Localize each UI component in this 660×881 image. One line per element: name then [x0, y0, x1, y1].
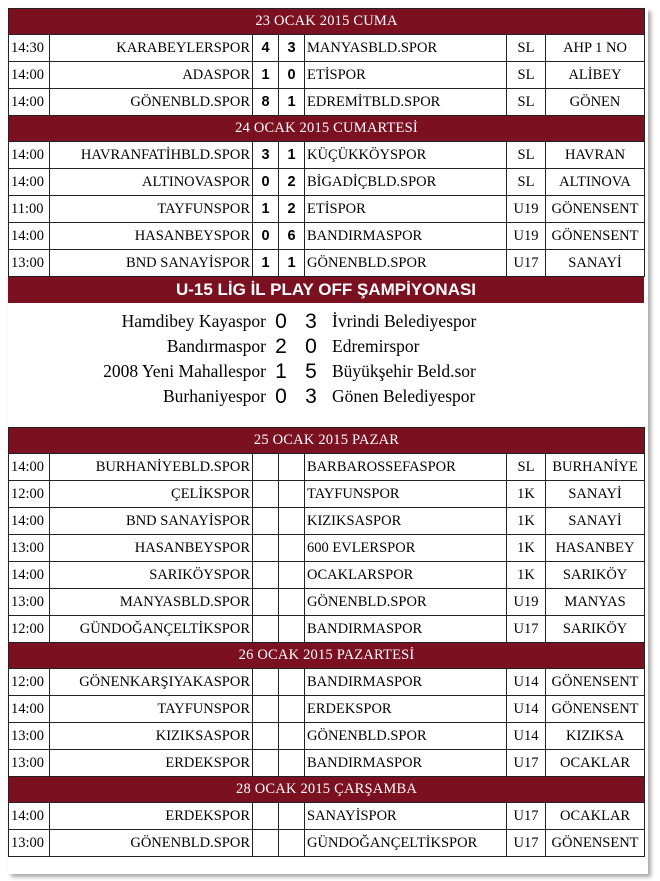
home-team: GÜNDOĞANÇELTİKSPOR	[50, 616, 253, 643]
match-time: 12:00	[9, 669, 50, 696]
league-category: 1K	[507, 562, 546, 589]
venue: GÖNENSENT	[546, 669, 645, 696]
away-team: ETİSPOR	[305, 196, 507, 223]
playoff-away-score: 3	[305, 309, 317, 333]
venue: KIZIKSA	[546, 723, 645, 750]
schedule-table-top	[8, 8, 645, 277]
home-score	[253, 803, 279, 830]
away-score	[279, 669, 305, 696]
away-score	[279, 508, 305, 535]
fixture-sheet	[8, 8, 648, 874]
playoff-home-team: Hamdibey Kayaspor	[121, 311, 266, 331]
away-score	[279, 696, 305, 723]
venue: ALİBEY	[546, 62, 645, 89]
playoff-home-score: 0	[275, 309, 287, 333]
away-team: KIZIKSASPOR	[305, 508, 507, 535]
playoff-title: U-15 LİG İL PLAY OFF ŞAMPİYONASI	[8, 277, 644, 303]
playoff-match-row	[8, 309, 644, 334]
venue: AHP 1 NO	[546, 35, 645, 62]
match-row	[9, 750, 645, 777]
match-row	[9, 169, 645, 196]
away-team: BANDIRMASPOR	[305, 223, 507, 250]
league-category: 1K	[507, 535, 546, 562]
match-time: 14:00	[9, 696, 50, 723]
match-row	[9, 250, 645, 277]
venue: GÖNENSENT	[546, 196, 645, 223]
playoff-away-score: 5	[305, 359, 317, 383]
day-header-row	[9, 643, 645, 669]
day-header-row	[9, 428, 645, 454]
league-category: SL	[507, 454, 546, 481]
away-score	[279, 589, 305, 616]
away-team: BANDIRMASPOR	[305, 750, 507, 777]
playoff-home-team: Burhaniyespor	[162, 386, 266, 406]
venue: SANAYİ	[546, 481, 645, 508]
match-row	[9, 142, 645, 169]
away-score	[279, 750, 305, 777]
away-score	[279, 803, 305, 830]
away-score: 0	[279, 62, 305, 89]
day-header: 28 OCAK 2015 ÇARŞAMBA	[9, 777, 645, 803]
home-score	[253, 750, 279, 777]
home-team: MANYASBLD.SPOR	[50, 589, 253, 616]
home-score	[253, 589, 279, 616]
home-score	[253, 508, 279, 535]
away-team: KÜÇÜKKÖYSPOR	[305, 142, 507, 169]
home-team: GÖNENBLD.SPOR	[50, 830, 253, 857]
home-team: ADASPOR	[50, 62, 253, 89]
match-time: 13:00	[9, 723, 50, 750]
match-row	[9, 723, 645, 750]
home-score	[253, 562, 279, 589]
away-team: GÖNENBLD.SPOR	[305, 723, 507, 750]
home-score: 0	[253, 223, 279, 250]
away-score	[279, 616, 305, 643]
home-team: HAVRANFATİHBLD.SPOR	[50, 142, 253, 169]
playoff-away-score: 0	[305, 334, 317, 358]
venue: GÖNENSENT	[546, 830, 645, 857]
away-team: ETİSPOR	[305, 62, 507, 89]
day-header: 25 OCAK 2015 PAZAR	[9, 428, 645, 454]
playoff-match-row	[8, 334, 644, 359]
home-score: 4	[253, 35, 279, 62]
away-score: 2	[279, 169, 305, 196]
venue: MANYAS	[546, 589, 645, 616]
match-row	[9, 589, 645, 616]
home-team: BND SANAYİSPOR	[50, 508, 253, 535]
home-team: SARIKÖYSPOR	[50, 562, 253, 589]
home-score	[253, 669, 279, 696]
league-category: U17	[507, 616, 546, 643]
playoff-away-team: Büyükşehir Beld.sor	[332, 361, 476, 381]
home-score: 0	[253, 169, 279, 196]
venue: GÖNENSENT	[546, 223, 645, 250]
away-team: GÖNENBLD.SPOR	[305, 250, 507, 277]
league-category: U17	[507, 830, 546, 857]
league-category: SL	[507, 35, 546, 62]
home-team: KARABEYLERSPOR	[50, 35, 253, 62]
match-row	[9, 196, 645, 223]
match-row	[9, 830, 645, 857]
away-team: ERDEKSPOR	[305, 696, 507, 723]
home-team: ERDEKSPOR	[50, 803, 253, 830]
home-team: HASANBEYSPOR	[50, 223, 253, 250]
away-team: EDREMİTBLD.SPOR	[305, 89, 507, 116]
venue: HAVRAN	[546, 142, 645, 169]
venue: SANAYİ	[546, 508, 645, 535]
away-score	[279, 454, 305, 481]
home-team: ERDEKSPOR	[50, 750, 253, 777]
home-team: TAYFUNSPOR	[50, 696, 253, 723]
match-row	[9, 616, 645, 643]
home-score: 1	[253, 250, 279, 277]
league-category: 1K	[507, 508, 546, 535]
day-header: 23 OCAK 2015 CUMA	[9, 9, 645, 35]
league-category: U14	[507, 696, 546, 723]
away-score	[279, 535, 305, 562]
playoff-away-team: İvrindi Belediyespor	[332, 311, 477, 331]
match-time: 13:00	[9, 589, 50, 616]
match-time: 14:30	[9, 35, 50, 62]
home-score: 8	[253, 89, 279, 116]
home-team: HASANBEYSPOR	[50, 535, 253, 562]
home-team: BND SANAYİSPOR	[50, 250, 253, 277]
home-score	[253, 481, 279, 508]
playoff-home-score: 0	[275, 384, 287, 408]
away-score: 3	[279, 35, 305, 62]
match-time: 14:00	[9, 169, 50, 196]
match-row	[9, 696, 645, 723]
away-team: BANDIRMASPOR	[305, 669, 507, 696]
away-score: 1	[279, 89, 305, 116]
match-time: 13:00	[9, 535, 50, 562]
match-time: 14:00	[9, 508, 50, 535]
home-score: 3	[253, 142, 279, 169]
match-time: 14:00	[9, 454, 50, 481]
match-time: 12:00	[9, 616, 50, 643]
home-score	[253, 723, 279, 750]
venue: SARIKÖY	[546, 562, 645, 589]
playoff-match-row	[8, 359, 644, 384]
league-category: U19	[507, 223, 546, 250]
away-team: GÖNENBLD.SPOR	[305, 589, 507, 616]
match-row	[9, 535, 645, 562]
match-time: 13:00	[9, 750, 50, 777]
away-score: 1	[279, 250, 305, 277]
league-category: U17	[507, 250, 546, 277]
match-row	[9, 35, 645, 62]
venue: GÖNENSENT	[546, 696, 645, 723]
playoff-match-row	[8, 384, 644, 409]
home-team: TAYFUNSPOR	[50, 196, 253, 223]
home-team: ÇELİKSPOR	[50, 481, 253, 508]
home-team: GÖNENKARŞIYAKASPOR	[50, 669, 253, 696]
away-team: OCAKLARSPOR	[305, 562, 507, 589]
venue: BURHANİYE	[546, 454, 645, 481]
match-row	[9, 454, 645, 481]
match-row	[9, 803, 645, 830]
away-team: BANDIRMASPOR	[305, 616, 507, 643]
match-time: 14:00	[9, 89, 50, 116]
away-score	[279, 723, 305, 750]
league-category: 1K	[507, 481, 546, 508]
playoff-results	[8, 303, 644, 427]
match-row	[9, 89, 645, 116]
league-category: U19	[507, 589, 546, 616]
away-score	[279, 830, 305, 857]
league-category: U17	[507, 803, 546, 830]
venue: OCAKLAR	[546, 750, 645, 777]
league-category: U14	[507, 669, 546, 696]
match-row	[9, 508, 645, 535]
match-time: 14:00	[9, 142, 50, 169]
venue: OCAKLAR	[546, 803, 645, 830]
venue: GÖNEN	[546, 89, 645, 116]
playoff-away-team: Edremirspor	[332, 336, 420, 356]
away-team: BİGADİÇBLD.SPOR	[305, 169, 507, 196]
day-header-row	[9, 9, 645, 35]
match-time: 11:00	[9, 196, 50, 223]
match-time: 14:00	[9, 803, 50, 830]
league-category: SL	[507, 169, 546, 196]
home-score: 1	[253, 62, 279, 89]
day-header: 26 OCAK 2015 PAZARTESİ	[9, 643, 645, 669]
match-time: 14:00	[9, 562, 50, 589]
playoff-home-score: 2	[275, 334, 287, 358]
away-score: 2	[279, 196, 305, 223]
home-team: GÖNENBLD.SPOR	[50, 89, 253, 116]
day-header-row	[9, 116, 645, 142]
away-team: SANAYİSPOR	[305, 803, 507, 830]
away-team: GÜNDOĞANÇELTİKSPOR	[305, 830, 507, 857]
league-category: U14	[507, 723, 546, 750]
schedule-table-bottom	[8, 427, 645, 857]
playoff-away-team: Gönen Belediyespor	[332, 386, 476, 406]
home-score	[253, 454, 279, 481]
away-team: 600 EVLERSPOR	[305, 535, 507, 562]
venue: SANAYİ	[546, 250, 645, 277]
match-time: 13:00	[9, 250, 50, 277]
home-team: ALTINOVASPOR	[50, 169, 253, 196]
league-category: U17	[507, 750, 546, 777]
match-row	[9, 481, 645, 508]
home-score	[253, 696, 279, 723]
playoff-home-team: Bandırmaspor	[166, 336, 266, 356]
away-score: 6	[279, 223, 305, 250]
league-category: SL	[507, 142, 546, 169]
away-team: BARBAROSSEFASPOR	[305, 454, 507, 481]
match-time: 12:00	[9, 481, 50, 508]
home-score	[253, 616, 279, 643]
home-score	[253, 830, 279, 857]
match-row	[9, 562, 645, 589]
venue: SARIKÖY	[546, 616, 645, 643]
home-team: BURHANİYEBLD.SPOR	[50, 454, 253, 481]
match-row	[9, 223, 645, 250]
league-category: SL	[507, 89, 546, 116]
league-category: U19	[507, 196, 546, 223]
match-time: 13:00	[9, 830, 50, 857]
away-score	[279, 481, 305, 508]
away-team: TAYFUNSPOR	[305, 481, 507, 508]
playoff-away-score: 3	[305, 384, 317, 408]
away-score: 1	[279, 142, 305, 169]
day-header: 24 OCAK 2015 CUMARTESİ	[9, 116, 645, 142]
match-time: 14:00	[9, 223, 50, 250]
home-score	[253, 535, 279, 562]
home-score: 1	[253, 196, 279, 223]
playoff-home-team: 2008 Yeni Mahallespor	[103, 361, 266, 381]
match-row	[9, 62, 645, 89]
venue: ALTINOVA	[546, 169, 645, 196]
league-category: SL	[507, 62, 546, 89]
day-header-row	[9, 777, 645, 803]
home-team: KIZIKSASPOR	[50, 723, 253, 750]
match-row	[9, 669, 645, 696]
away-team: MANYASBLD.SPOR	[305, 35, 507, 62]
match-time: 14:00	[9, 62, 50, 89]
playoff-home-score: 1	[275, 359, 287, 383]
venue: HASANBEY	[546, 535, 645, 562]
away-score	[279, 562, 305, 589]
